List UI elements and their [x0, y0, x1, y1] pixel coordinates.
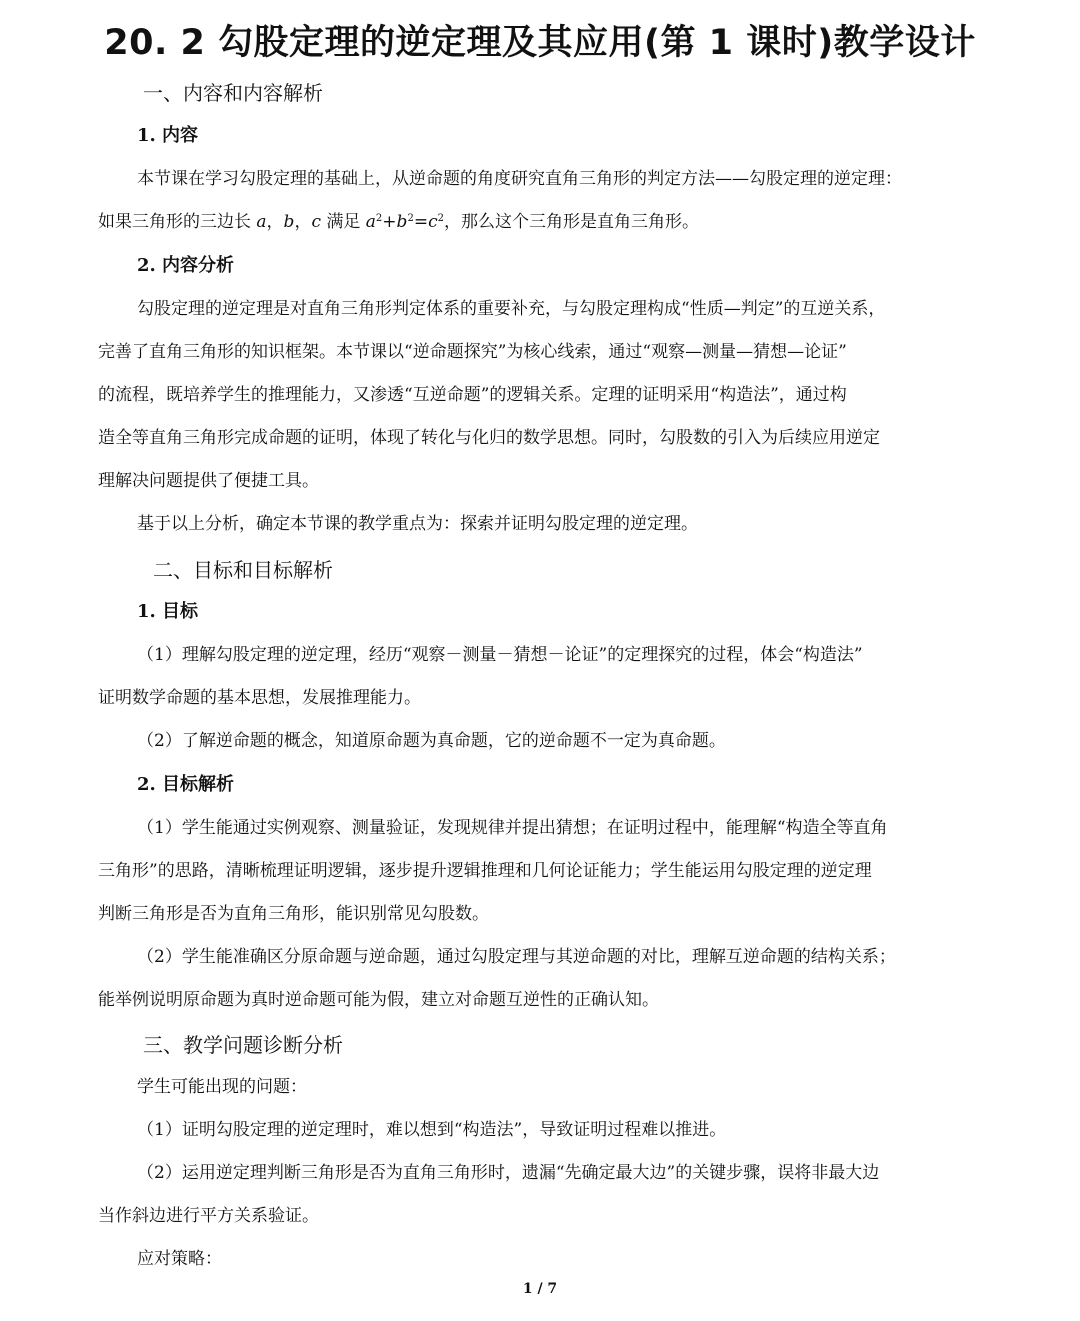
- section-heading: 二、目标和目标解析: [153, 558, 333, 582]
- paragraph-line: （2）学生能准确区分原命题与逆命题，通过勾股定理与其逆命题的对比，理解互逆命题的结构关系；: [137, 947, 896, 967]
- document-title: 20. 2 勾股定理的逆定理及其应用(第 1 课时)教学设计: [104, 23, 976, 63]
- paragraph-line: 勾股定理的逆定理是对直角三角形判定体系的重要补充，与勾股定理构成“性质—判定”的互逆关系，: [137, 299, 886, 319]
- paragraph-line: 当作斜边进行平方关系验证。: [98, 1206, 319, 1226]
- paragraph-line: 造全等直角三角形完成命题的证明，体现了转化与化归的数学思想。同时，勾股数的引入为后续应用逆定: [98, 428, 880, 448]
- paragraph-line: 应对策略：: [137, 1249, 222, 1269]
- paragraph: [98, 634, 984, 763]
- paragraph-line: （1）学生能通过实例观察、测量验证，发现规律并提出猜想；在证明过程中，能理解“构造全等直角: [137, 818, 888, 838]
- paragraph-line: （1）理解勾股定理的逆定理，经历“观察－测量－猜想－论证”的定理探究的过程，体会“构造法”: [137, 645, 863, 665]
- paragraph-line: 三角形”的思路，清晰梳理证明逻辑，逐步提升逻辑推理和几何论证能力；学生能运用勾股定理的逆定理: [98, 861, 872, 881]
- section-heading: 三、教学问题诊断分析: [143, 1033, 343, 1057]
- paragraph: [98, 158, 984, 244]
- paragraph: [98, 1066, 984, 1281]
- subsection-heading: 2. 内容分析: [137, 255, 235, 276]
- section-heading: 一、内容和内容解析: [143, 81, 323, 105]
- subsection-heading: 1. 内容: [137, 125, 199, 146]
- paragraph-line: （2）运用逆定理判断三角形是否为直角三角形时，遗漏“先确定最大边”的关键步骤，误将非最大边: [137, 1163, 880, 1183]
- paragraph-line: 基于以上分析，确定本节课的教学重点为：探索并证明勾股定理的逆定理。: [137, 514, 698, 534]
- paragraph-line-formula: 如果三角形的三边长 a，b，c 满足 $a^2+b^2=c^2$，那么这个三角形是直角三角形。: [98, 212, 699, 232]
- paragraph: [98, 288, 984, 546]
- paragraph-line: 学生可能出现的问题：: [137, 1077, 307, 1097]
- paragraph-line: （2）了解逆命题的概念，知道原命题为真命题，它的逆命题不一定为真命题。: [137, 731, 726, 751]
- paragraph-line: 完善了直角三角形的知识框架。本节课以“逆命题探究”为核心线索，通过“观察—测量—猜想—论证”: [98, 342, 847, 362]
- paragraph-line: 能举例说明原命题为真时逆命题可能为假，建立对命题互逆性的正确认知。: [98, 990, 659, 1010]
- paragraph-line: （1）证明勾股定理的逆定理时，难以想到“构造法”，导致证明过程难以推进。: [137, 1120, 727, 1140]
- paragraph-line: 理解决问题提供了便捷工具。: [98, 471, 319, 491]
- subsection-heading: 2. 目标解析: [137, 774, 235, 795]
- paragraph-line: 本节课在学习勾股定理的基础上，从逆命题的角度研究直角三角形的判定方法——勾股定理的逆定理：: [137, 169, 902, 189]
- paragraph: [98, 807, 984, 1022]
- paragraph-line: 判断三角形是否为直角三角形，能识别常见勾股数。: [98, 904, 489, 924]
- subsection-heading: 1. 目标: [137, 601, 199, 622]
- page-number: 1 / 7: [522, 1281, 558, 1297]
- paragraph-line: 证明数学命题的基本思想，发展推理能力。: [98, 688, 421, 708]
- paragraph-line: 的流程，既培养学生的推理能力，又渗透“互逆命题”的逻辑关系。定理的证明采用“构造法”，通过构: [98, 385, 847, 405]
